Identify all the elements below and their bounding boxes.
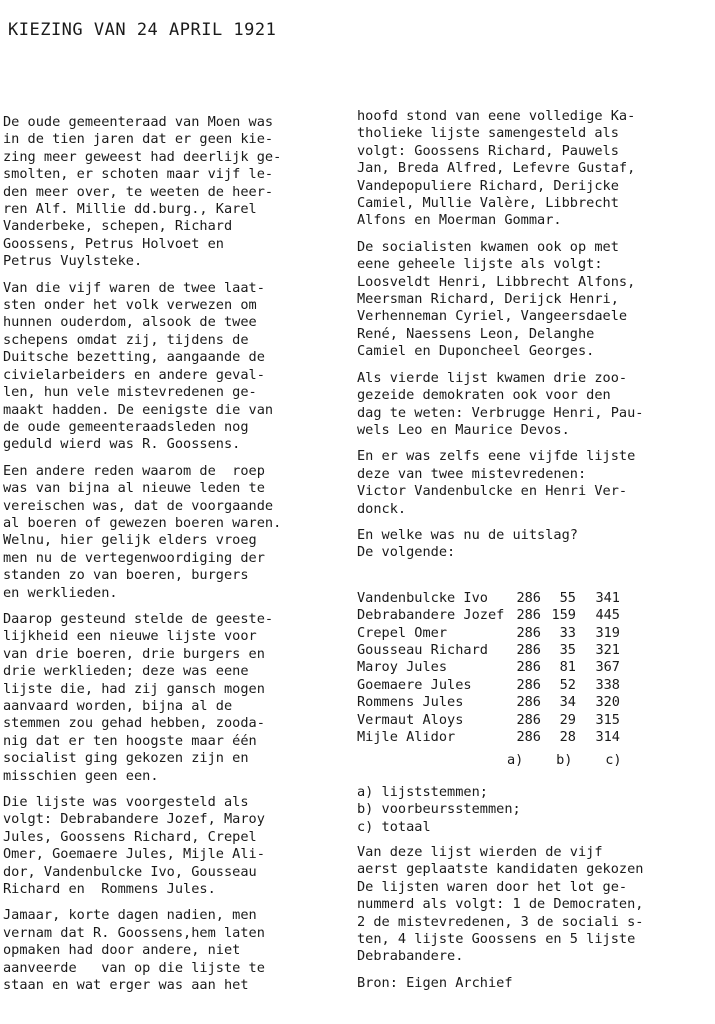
vote-c: 338 <box>595 676 620 693</box>
paragraph: Jamaar, korte dagen nadien, men vernam dat R. Goossens,hem laten opmaken had door andere, niet aanveerde van op die lijste te staan en wat erger was aan het <box>3 907 265 994</box>
vote-c: 320 <box>595 694 620 711</box>
legend <box>357 784 712 836</box>
candidate-name: Maroy Jules <box>357 659 448 676</box>
closing-paragraph: Van deze lijst wierden de vijf aerst geplaatste kandidaten gekozen De lijsten waren door het lot ge- nummerd als volgt: 1 de Democraten, 2 de mistevredenen, 3 de sociali s- ten, 4 lijste Goossens en 5 lijste Debrabandere. <box>357 844 644 965</box>
vote-b: 33 <box>559 624 576 641</box>
paragraph: Als vierde lijst kwamen drie zoo- gezeide demokraten ook voor den dag te weten: Verbrugge Henri, Pau- wels Leo en Maurice Devos. <box>357 369 644 438</box>
vote-b: 159 <box>551 607 576 624</box>
vote-a: 286 <box>516 694 541 711</box>
paragraph: hoofd stond van eene volledige Ka- tholieke lijste samengesteld als volgt: Goossens Richard, Pauwels Jan, Breda Alfred, Lefevre Gustaf, Vandepopuliere Richard, Derijcke Camiel, Mullie Valère, Libbrecht Alfons en Moerman Gommar. <box>357 108 636 229</box>
vote-b: 29 <box>559 711 576 728</box>
vote-c: 321 <box>595 641 620 658</box>
legend-item: a) lijststemmen; <box>357 783 488 800</box>
vote-a: 286 <box>516 589 541 606</box>
vote-a: 286 <box>516 624 541 641</box>
vote-c: 341 <box>595 589 620 606</box>
table-row <box>357 729 620 746</box>
candidate-name: Vermaut Aloys <box>357 711 464 728</box>
candidate-name: Mijle Alidor <box>357 729 456 745</box>
vote-a: 286 <box>516 711 541 728</box>
vote-b: 34 <box>559 694 576 711</box>
legend-item: c) totaal <box>357 818 431 835</box>
vote-c: 319 <box>595 624 620 641</box>
candidate-name: Rommens Jules <box>357 694 464 711</box>
legend-item: b) voorbeursstemmen; <box>357 801 521 818</box>
paragraph: Van die vijf waren de twee laat- sten onder het volk verwezen om hunnen ouderdom, alsook de twee schepens omdat zij, tijdens de Duitsche bezetting, aangaande de civielarbeiders en andere geval- len, hun vele mistevredenen ge- maakt hadden. De eenigste die van de oude gemeenteraadsleden nog geduld wierd was R. Goossens. <box>3 279 274 453</box>
candidate-name: Crepel Omer <box>357 624 448 641</box>
vote-b: 52 <box>559 676 576 693</box>
left-column <box>3 114 323 1004</box>
candidate-name: Gousseau Richard <box>357 641 488 658</box>
table-row <box>357 659 620 676</box>
vote-c: 314 <box>595 729 620 745</box>
table-row <box>357 694 620 711</box>
paragraph: De oude gemeenteraad van Moen was in de tien jaren dat er geen kie- zing meer geweest had deerlijk ge- smolten, er schoten maar vijf le- den meer over, te weeten de heer- ren Alf. Millie dd.burg., Karel Vanderbeke, schepen, Richard Goossens, Petrus Holvoet en Petrus Vuylsteke. <box>3 114 282 270</box>
candidate-name: Vandenbulcke Ivo <box>357 589 488 606</box>
vote-c: 445 <box>595 607 620 624</box>
right-column <box>357 108 712 992</box>
vote-a: 286 <box>516 676 541 693</box>
candidate-name: Debrabandere Jozef <box>357 607 505 624</box>
paragraph: En er was zelfs eene vijfde lijste deze van twee mistevredenen: Victor Vandenbulcke en Henri Ver- donck. <box>357 448 636 517</box>
paragraph: Een andere reden waarom de roep was van bijna al nieuwe leden te vereischen was, dat de voorgaande al boeren of gewezen boeren waren. Welnu, hier gelijk elders vroeg men nu de vertegenwoordiging der standen zo van boeren, burgers en werklieden. <box>3 462 282 601</box>
results-table <box>357 590 620 747</box>
vote-c: 367 <box>595 659 620 676</box>
table-row <box>357 712 620 729</box>
paragraph: Daarop gesteund stelde de geeste- lijkheid een nieuwe lijste voor van drie boeren, drie burgers en drie werklieden; deze was eene lijste die, had zij gansch mogen aanvaard worden, bijna al de stemmen zou gehad hebben, zooda- nig dat er ten hoogste maar één socialist ging gekozen zijn en misschien geen een. <box>3 610 274 784</box>
paragraph: Die lijste was voorgesteld als volgt: Debrabandere Jozef, Maroy Jules, Goossens Richard, Crepel Omer, Goemaere Jules, Mijle Ali- dor, Vandenbulcke Ivo, Gousseau Richard en Rommens Jules. <box>3 794 265 898</box>
table-row <box>357 642 620 659</box>
table-row <box>357 590 620 607</box>
paragraph: De socialisten kwamen ook op met eene geheele lijste als volgt: Loosveldt Henri, Libbrecht Alfons, Meersman Richard, Derijck Henri, Verhenneman Cyriel, Vangeersdaele René, Naessens Leon, Delanghe Camiel en Duponcheel Georges. <box>357 238 636 360</box>
vote-a: 286 <box>516 659 541 676</box>
vote-b: 28 <box>559 729 576 745</box>
table-row <box>357 625 620 642</box>
source-line: Bron: Eigen Archief <box>357 974 513 991</box>
table-row <box>357 607 620 624</box>
vote-a: 286 <box>516 641 541 658</box>
vote-b: 81 <box>559 659 576 676</box>
vote-a: 286 <box>516 607 541 624</box>
page-title: KIEZING VAN 24 APRIL 1921 <box>8 20 277 40</box>
vote-a: 286 <box>516 729 541 745</box>
paragraph: En welke was nu de uitslag? De volgende: <box>357 526 578 561</box>
vote-b: 35 <box>559 641 576 658</box>
vote-b: 55 <box>559 589 576 606</box>
candidate-name: Goemaere Jules <box>357 676 472 693</box>
vote-c: 315 <box>595 711 620 728</box>
table-row <box>357 677 620 694</box>
column-labels: a) b) c) <box>507 752 622 769</box>
